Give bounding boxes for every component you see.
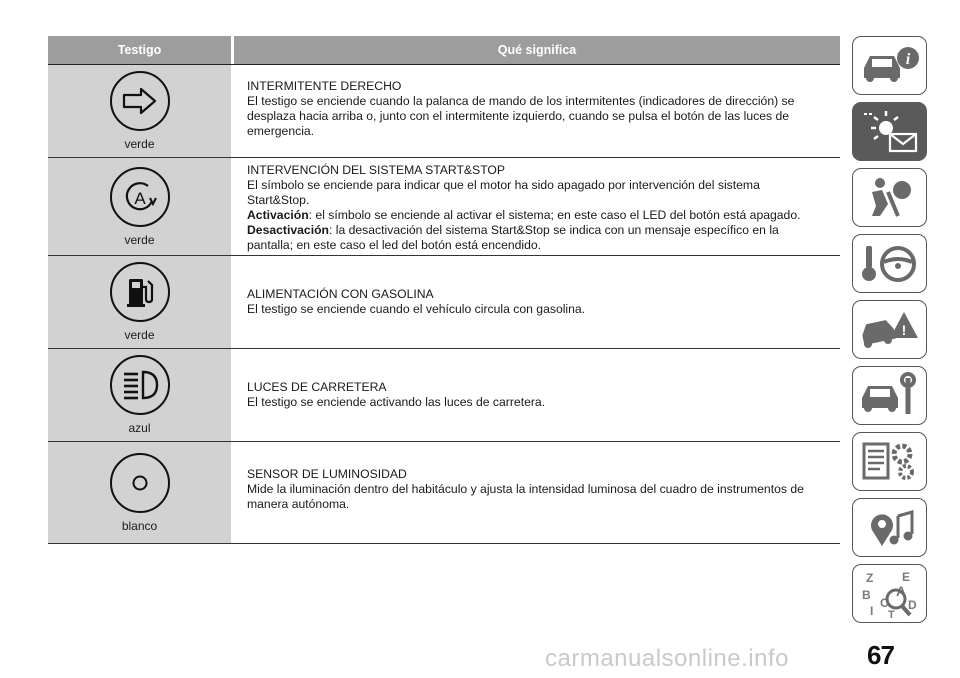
car-info-icon[interactable]	[852, 36, 927, 95]
row-title: INTERMITENTE DERECHO	[247, 79, 402, 93]
index-letter: T	[887, 608, 895, 619]
index-letter: A	[895, 582, 906, 599]
color-label: verde	[124, 232, 155, 247]
svg-text:A: A	[133, 188, 146, 208]
turn-right-arrow-icon	[110, 71, 170, 131]
page-number: 67	[867, 640, 894, 670]
activation-text: : el símbolo se enciende al activar el sistema; en este caso el LED del botón está apagado.	[308, 208, 801, 222]
light-sensor-icon	[110, 453, 170, 513]
chapter-tabs	[852, 36, 929, 630]
row-title: LUCES DE CARRETERA	[247, 380, 387, 394]
table-header	[48, 36, 840, 65]
table-row	[48, 256, 840, 349]
indicator-cell	[48, 65, 231, 157]
row-title: SENSOR DE LUMINOSIDAD	[247, 467, 407, 481]
multimedia-icon[interactable]	[852, 498, 927, 557]
car-crash-warning-icon[interactable]	[852, 300, 927, 359]
seat-airbag-icon[interactable]	[852, 168, 927, 227]
index-letter: I	[869, 603, 873, 618]
indicator-cell	[48, 349, 231, 441]
row-text: El símbolo se enciende para indicar que el motor ha sido apagado por intervención del sistema Start&Stop.	[247, 178, 760, 207]
index-letter: C	[879, 595, 889, 610]
row-text: Mide la iluminación dentro del habitáculo y ajusta la intensidad luminosa del cuadro de instrumentos de manera autónoma.	[247, 482, 804, 511]
color-label: verde	[124, 328, 155, 342]
description-cell	[234, 442, 840, 543]
deactivation-text: : la desactivación del sistema Start&Stop se indica con un mensaje específico en la pantalla; en este caso el led del botón está encendido.	[247, 223, 779, 252]
warning-light-message-icon[interactable]	[852, 102, 927, 161]
table-row	[48, 158, 840, 256]
high-beam-icon	[110, 355, 170, 415]
deactivation-label: Desactivación	[247, 223, 329, 237]
activation-label: Activación	[247, 208, 309, 222]
index-letter: E	[901, 569, 910, 584]
row-text: El testigo se enciende activando las luces de carretera.	[247, 395, 546, 409]
index-letter: D	[907, 597, 917, 612]
header-testigo: Testigo	[48, 36, 231, 64]
row-title: ALIMENTACIÓN CON GASOLINA	[247, 287, 434, 301]
description-cell	[234, 349, 840, 441]
description-cell	[234, 65, 840, 157]
description-cell	[234, 256, 840, 348]
index-letter: B	[861, 587, 871, 602]
spec-sheet-gears-icon[interactable]	[852, 432, 927, 491]
row-text: El testigo se enciende cuando la palanca de mando de los intermitentes (indicadores de dirección) se desplaza hacia arriba o, junto con el intermitente izquierdo, cuando se pulsa el botón de las luces de emergencia.	[247, 94, 795, 138]
svg-text:!: !	[901, 321, 906, 338]
indicator-cell	[48, 442, 231, 543]
color-label: verde	[124, 137, 155, 151]
svg-text:i: i	[905, 50, 910, 68]
color-label: blanco	[121, 518, 158, 533]
car-wrench-icon[interactable]	[852, 366, 927, 425]
activation-line	[247, 208, 824, 223]
table-row	[48, 442, 840, 544]
deactivation-line	[247, 223, 824, 253]
row-title: INTERVENCIÓN DEL SISTEMA START&STOP	[247, 163, 506, 177]
key-steering-wheel-icon[interactable]	[852, 234, 927, 293]
indicator-cell	[48, 256, 231, 348]
indicator-cell	[48, 158, 231, 255]
warning-lights-table	[48, 36, 840, 544]
description-cell	[234, 158, 840, 255]
alphabetical-index-icon[interactable]	[852, 564, 927, 623]
table-row	[48, 65, 840, 158]
color-label: azul	[128, 421, 151, 435]
fuel-pump-icon	[110, 262, 170, 322]
table-row	[48, 349, 840, 442]
row-text: El testigo se enciende cuando el vehículo circula con gasolina.	[247, 302, 586, 316]
start-stop-icon	[110, 167, 170, 227]
index-letter: Z	[865, 570, 873, 585]
header-que-significa: Qué significa	[234, 36, 840, 64]
watermark: carmanualsonline.info	[545, 645, 789, 672]
